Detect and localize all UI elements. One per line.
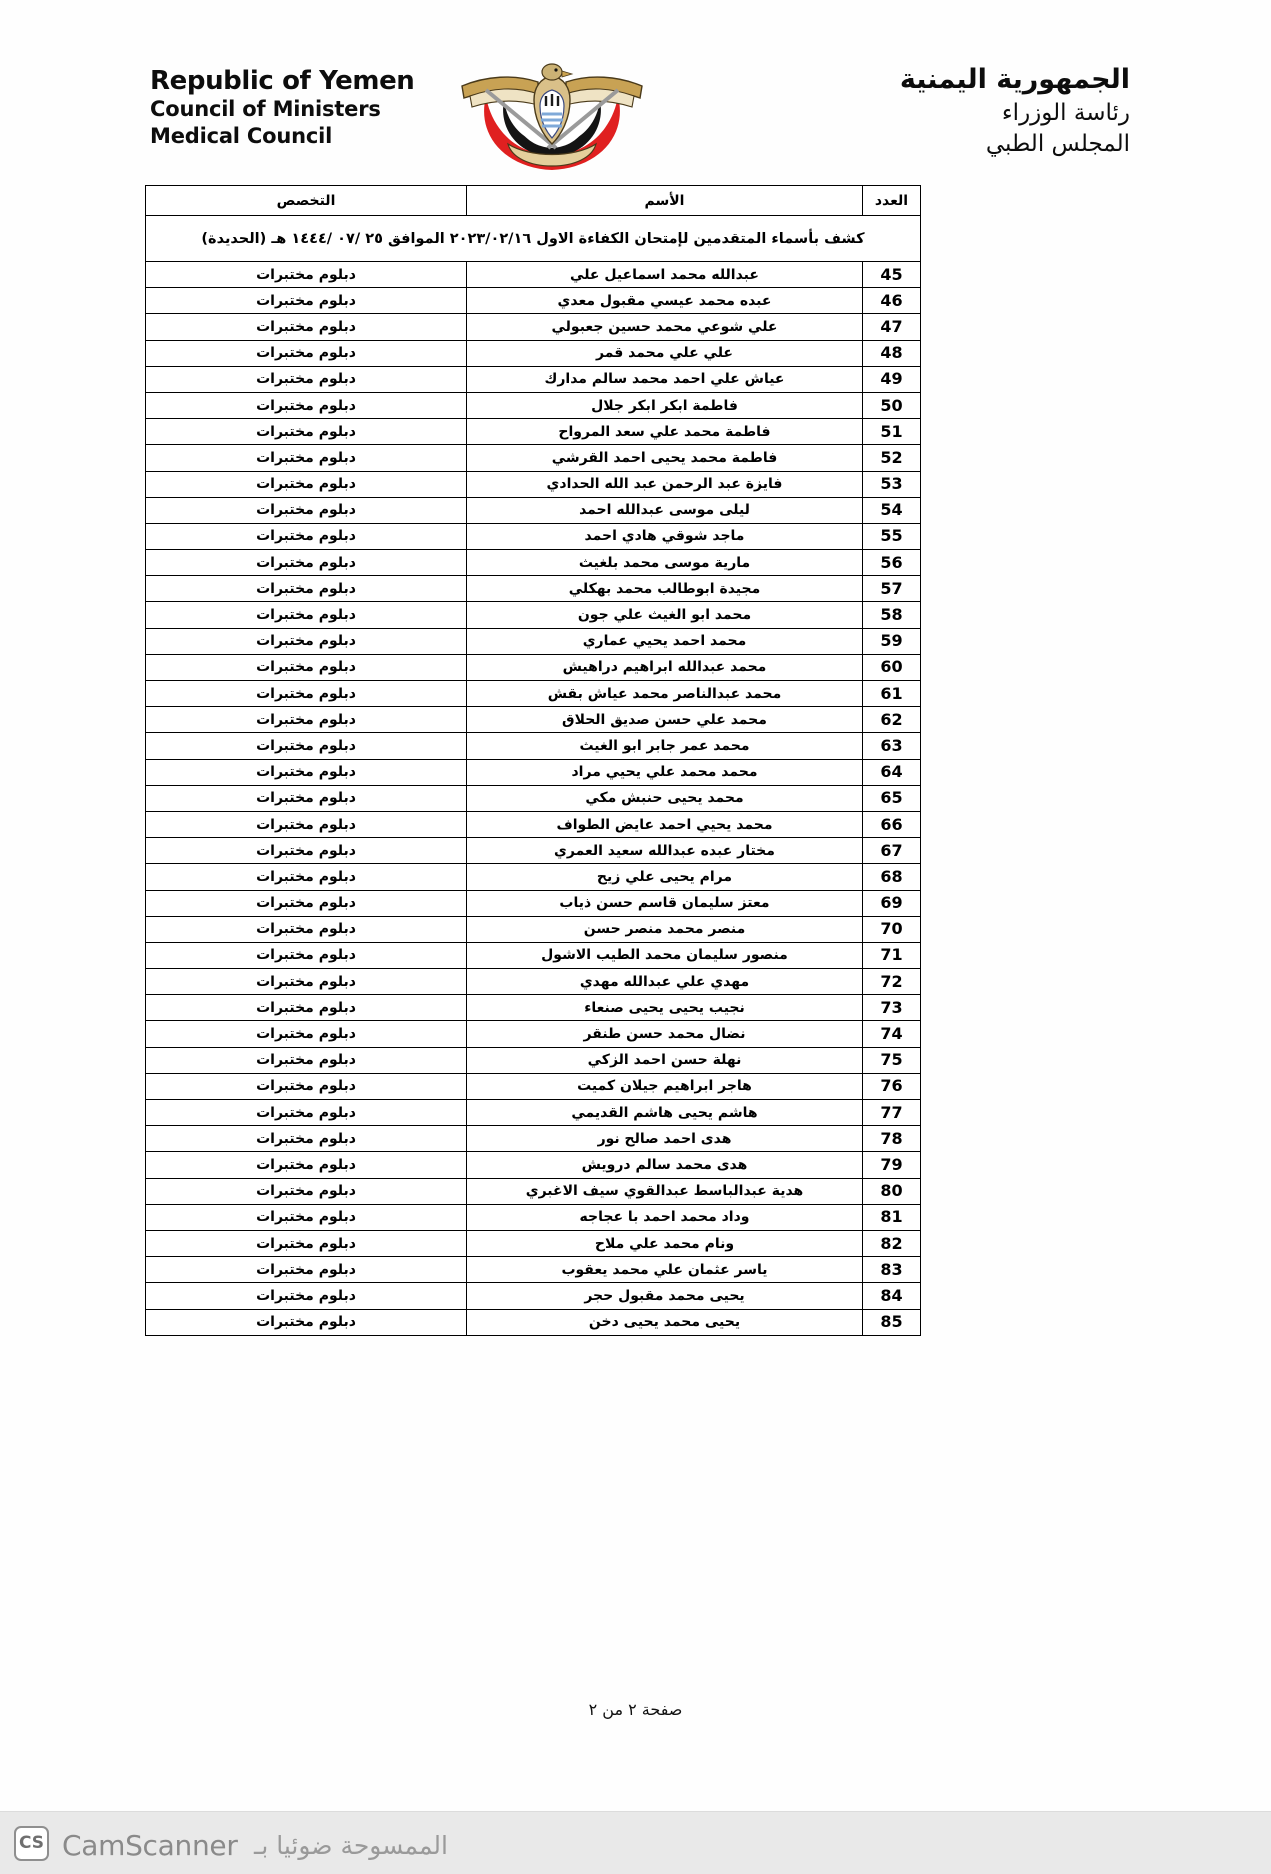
row-applicant-name: هدية عبدالباسط عبدالقوي سيف الاغبري — [467, 1178, 863, 1204]
row-specialty: دبلوم مختبرات — [146, 733, 467, 759]
row-applicant-name: محمد عبدالناصر محمد عياش بقش — [467, 681, 863, 707]
row-specialty: دبلوم مختبرات — [146, 681, 467, 707]
row-specialty: دبلوم مختبرات — [146, 1204, 467, 1230]
row-applicant-name: ماجد شوقي هادي احمد — [467, 523, 863, 549]
row-number: 83 — [863, 1257, 921, 1283]
row-specialty: دبلوم مختبرات — [146, 1100, 467, 1126]
header-arabic-line3: المجلس الطبي — [985, 131, 1130, 157]
header-arabic-line2: رئاسة الوزراء — [1001, 100, 1130, 126]
row-number: 72 — [863, 969, 921, 995]
page-number-footer: صفحة ٢ من ٢ — [588, 1700, 683, 1719]
row-number: 52 — [863, 445, 921, 471]
table-row — [146, 262, 921, 288]
table-row — [146, 759, 921, 785]
table-row — [146, 733, 921, 759]
row-specialty: دبلوم مختبرات — [146, 523, 467, 549]
row-number: 59 — [863, 628, 921, 654]
row-number: 76 — [863, 1073, 921, 1099]
table-row — [146, 1047, 921, 1073]
row-number: 78 — [863, 1126, 921, 1152]
table-row — [146, 942, 921, 968]
row-applicant-name: فايزة عبد الرحمن عبد الله الحدادي — [467, 471, 863, 497]
row-applicant-name: هدى محمد سالم درويش — [467, 1152, 863, 1178]
yemen-national-emblem-icon — [452, 52, 652, 177]
row-number: 67 — [863, 838, 921, 864]
row-specialty: دبلوم مختبرات — [146, 392, 467, 418]
table-row — [146, 1257, 921, 1283]
table-row — [146, 1283, 921, 1309]
row-applicant-name: مهدي علي عبدالله مهدي — [467, 969, 863, 995]
row-number: 70 — [863, 916, 921, 942]
row-specialty: دبلوم مختبرات — [146, 942, 467, 968]
table-row — [146, 419, 921, 445]
row-specialty: دبلوم مختبرات — [146, 314, 467, 340]
row-applicant-name: منصور سليمان محمد الطيب الاشول — [467, 942, 863, 968]
row-number: 75 — [863, 1047, 921, 1073]
header-english-block — [150, 66, 414, 150]
row-specialty: دبلوم مختبرات — [146, 995, 467, 1021]
row-number: 53 — [863, 471, 921, 497]
row-number: 51 — [863, 419, 921, 445]
table-row — [146, 654, 921, 680]
table-row — [146, 1100, 921, 1126]
table-title: كشف بأسماء المتقدمين لإمتحان الكفاءة الاول ٢٠٢٣/٠٢/١٦ الموافق ٢٥ /٠٧ /١٤٤٤ هـ (الحديدة) — [146, 216, 921, 262]
table-row — [146, 681, 921, 707]
table-row — [146, 340, 921, 366]
row-number: 47 — [863, 314, 921, 340]
table-row — [146, 864, 921, 890]
row-number: 81 — [863, 1204, 921, 1230]
table-row — [146, 366, 921, 392]
row-applicant-name: هاجر ابراهيم جيلان كميت — [467, 1073, 863, 1099]
row-applicant-name: مارية موسى محمد بلغيث — [467, 550, 863, 576]
row-number: 79 — [863, 1152, 921, 1178]
table-row — [146, 1230, 921, 1256]
row-number: 50 — [863, 392, 921, 418]
table-row — [146, 602, 921, 628]
table-row — [146, 392, 921, 418]
row-number: 85 — [863, 1309, 921, 1335]
table-row — [146, 707, 921, 733]
camscanner-watermark-bar — [0, 1811, 1271, 1874]
camscanner-arabic-text: الممسوحة ضوئيا بـ — [254, 1831, 448, 1860]
column-header-number: العدد — [863, 186, 921, 216]
row-specialty: دبلوم مختبرات — [146, 288, 467, 314]
row-specialty: دبلوم مختبرات — [146, 262, 467, 288]
row-specialty: دبلوم مختبرات — [146, 759, 467, 785]
row-applicant-name: ياسر عثمان علي محمد يعقوب — [467, 1257, 863, 1283]
row-number: 55 — [863, 523, 921, 549]
applicants-table — [145, 185, 921, 1336]
row-specialty: دبلوم مختبرات — [146, 1047, 467, 1073]
row-applicant-name: عبده محمد عيسي مقبول معدي — [467, 288, 863, 314]
row-applicant-name: مجيدة ابوطالب محمد بهكلي — [467, 576, 863, 602]
table-row — [146, 550, 921, 576]
row-specialty: دبلوم مختبرات — [146, 890, 467, 916]
table-header-row — [146, 186, 921, 216]
row-specialty: دبلوم مختبرات — [146, 576, 467, 602]
row-number: 73 — [863, 995, 921, 1021]
row-applicant-name: فاطمة محمد علي سعد المرواح — [467, 419, 863, 445]
row-specialty: دبلوم مختبرات — [146, 1309, 467, 1335]
row-applicant-name: محمد ابو الغيث علي جون — [467, 602, 863, 628]
row-number: 74 — [863, 1021, 921, 1047]
row-applicant-name: محمد عمر جابر ابو الغيث — [467, 733, 863, 759]
row-specialty: دبلوم مختبرات — [146, 550, 467, 576]
row-applicant-name: علي علي محمد قمر — [467, 340, 863, 366]
table-row — [146, 838, 921, 864]
row-number: 71 — [863, 942, 921, 968]
row-applicant-name: يحيى محمد يحيى دخن — [467, 1309, 863, 1335]
header-arabic-block — [800, 62, 1130, 160]
row-applicant-name: مرام يحيى علي زيح — [467, 864, 863, 890]
table-title-row — [146, 216, 921, 262]
row-applicant-name: فاطمة ابكر ابكر جلال — [467, 392, 863, 418]
row-number: 68 — [863, 864, 921, 890]
row-specialty: دبلوم مختبرات — [146, 1126, 467, 1152]
row-number: 66 — [863, 811, 921, 837]
row-applicant-name: فاطمة محمد يحيى احمد القرشي — [467, 445, 863, 471]
table-row — [146, 890, 921, 916]
row-specialty: دبلوم مختبرات — [146, 497, 467, 523]
row-number: 57 — [863, 576, 921, 602]
row-applicant-name: محمد يحيي احمد عايض الطواف — [467, 811, 863, 837]
row-specialty: دبلوم مختبرات — [146, 707, 467, 733]
table-row — [146, 811, 921, 837]
row-applicant-name: محمد علي حسن صديق الحلاق — [467, 707, 863, 733]
row-applicant-name: منصر محمد منصر حسن — [467, 916, 863, 942]
row-specialty: دبلوم مختبرات — [146, 1073, 467, 1099]
row-number: 64 — [863, 759, 921, 785]
table-row — [146, 1126, 921, 1152]
row-specialty: دبلوم مختبرات — [146, 811, 467, 837]
row-applicant-name: نجيب يحيى يحيى صنعاء — [467, 995, 863, 1021]
row-number: 60 — [863, 654, 921, 680]
row-specialty: دبلوم مختبرات — [146, 1152, 467, 1178]
row-specialty: دبلوم مختبرات — [146, 916, 467, 942]
row-number: 49 — [863, 366, 921, 392]
row-applicant-name: عياش علي احمد محمد سالم مدارك — [467, 366, 863, 392]
table-row — [146, 785, 921, 811]
row-specialty: دبلوم مختبرات — [146, 1021, 467, 1047]
header-english-line3: Medical Council — [150, 124, 333, 148]
row-number: 80 — [863, 1178, 921, 1204]
table-row — [146, 1204, 921, 1230]
row-applicant-name: ونام محمد علي ملاح — [467, 1230, 863, 1256]
row-applicant-name: وداد محمد احمد با عجاجه — [467, 1204, 863, 1230]
row-applicant-name: محمد عبدالله ابراهيم دراهيش — [467, 654, 863, 680]
camscanner-brand-text: CamScanner — [62, 1829, 238, 1862]
table-row — [146, 995, 921, 1021]
row-specialty: دبلوم مختبرات — [146, 864, 467, 890]
table-title-section — [146, 216, 921, 262]
row-number: 56 — [863, 550, 921, 576]
row-specialty: دبلوم مختبرات — [146, 1230, 467, 1256]
column-header-name: الأسم — [467, 186, 863, 216]
table-row — [146, 916, 921, 942]
table-row — [146, 576, 921, 602]
row-applicant-name: ليلى موسى عبدالله احمد — [467, 497, 863, 523]
row-specialty: دبلوم مختبرات — [146, 628, 467, 654]
row-applicant-name: نهلة حسن احمد الزكي — [467, 1047, 863, 1073]
table-body — [146, 262, 921, 1336]
row-specialty: دبلوم مختبرات — [146, 602, 467, 628]
row-number: 82 — [863, 1230, 921, 1256]
table-row — [146, 1152, 921, 1178]
row-specialty: دبلوم مختبرات — [146, 838, 467, 864]
row-applicant-name: هدى احمد صالح نور — [467, 1126, 863, 1152]
camscanner-logo-icon: CS — [14, 1826, 49, 1861]
table-row — [146, 969, 921, 995]
row-number: 54 — [863, 497, 921, 523]
row-number: 63 — [863, 733, 921, 759]
row-number: 46 — [863, 288, 921, 314]
table-row — [146, 1178, 921, 1204]
row-number: 84 — [863, 1283, 921, 1309]
row-specialty: دبلوم مختبرات — [146, 1283, 467, 1309]
row-specialty: دبلوم مختبرات — [146, 1178, 467, 1204]
table-row — [146, 1309, 921, 1335]
table-row — [146, 523, 921, 549]
row-applicant-name: مختار عبده عبدالله سعيد العمري — [467, 838, 863, 864]
table-row — [146, 288, 921, 314]
header-english-line1: Republic of Yemen — [150, 66, 415, 96]
row-applicant-name: نضال محمد حسن طنقر — [467, 1021, 863, 1047]
row-applicant-name: يحيى محمد مقبول حجر — [467, 1283, 863, 1309]
table-row — [146, 445, 921, 471]
table-row — [146, 628, 921, 654]
table-row — [146, 1021, 921, 1047]
table-row — [146, 314, 921, 340]
row-number: 62 — [863, 707, 921, 733]
row-specialty: دبلوم مختبرات — [146, 445, 467, 471]
row-applicant-name: عبدالله محمد اسماعيل علي — [467, 262, 863, 288]
row-number: 58 — [863, 602, 921, 628]
row-number: 69 — [863, 890, 921, 916]
row-number: 61 — [863, 681, 921, 707]
row-applicant-name: محمد احمد يحيي عماري — [467, 628, 863, 654]
row-number: 77 — [863, 1100, 921, 1126]
header-english-line2: Council of Ministers — [150, 97, 381, 121]
row-number: 45 — [863, 262, 921, 288]
column-header-specialty: التخصص — [146, 186, 467, 216]
row-applicant-name: محمد يحيى حنبش مكي — [467, 785, 863, 811]
row-specialty: دبلوم مختبرات — [146, 340, 467, 366]
row-specialty: دبلوم مختبرات — [146, 785, 467, 811]
applicants-table-container — [145, 185, 920, 1336]
row-number: 48 — [863, 340, 921, 366]
row-applicant-name: هاشم يحيى هاشم القديمي — [467, 1100, 863, 1126]
row-specialty: دبلوم مختبرات — [146, 969, 467, 995]
row-specialty: دبلوم مختبرات — [146, 471, 467, 497]
table-head — [146, 186, 921, 216]
table-row — [146, 497, 921, 523]
table-row — [146, 471, 921, 497]
row-specialty: دبلوم مختبرات — [146, 1257, 467, 1283]
row-specialty: دبلوم مختبرات — [146, 419, 467, 445]
header-arabic-line1: الجمهورية اليمنية — [899, 64, 1130, 95]
row-applicant-name: علي شوعي محمد حسين جعبولي — [467, 314, 863, 340]
row-applicant-name: معتز سليمان قاسم حسن ذياب — [467, 890, 863, 916]
row-number: 65 — [863, 785, 921, 811]
row-specialty: دبلوم مختبرات — [146, 654, 467, 680]
table-row — [146, 1073, 921, 1099]
row-specialty: دبلوم مختبرات — [146, 366, 467, 392]
row-applicant-name: محمد محمد علي يحيي مراد — [467, 759, 863, 785]
